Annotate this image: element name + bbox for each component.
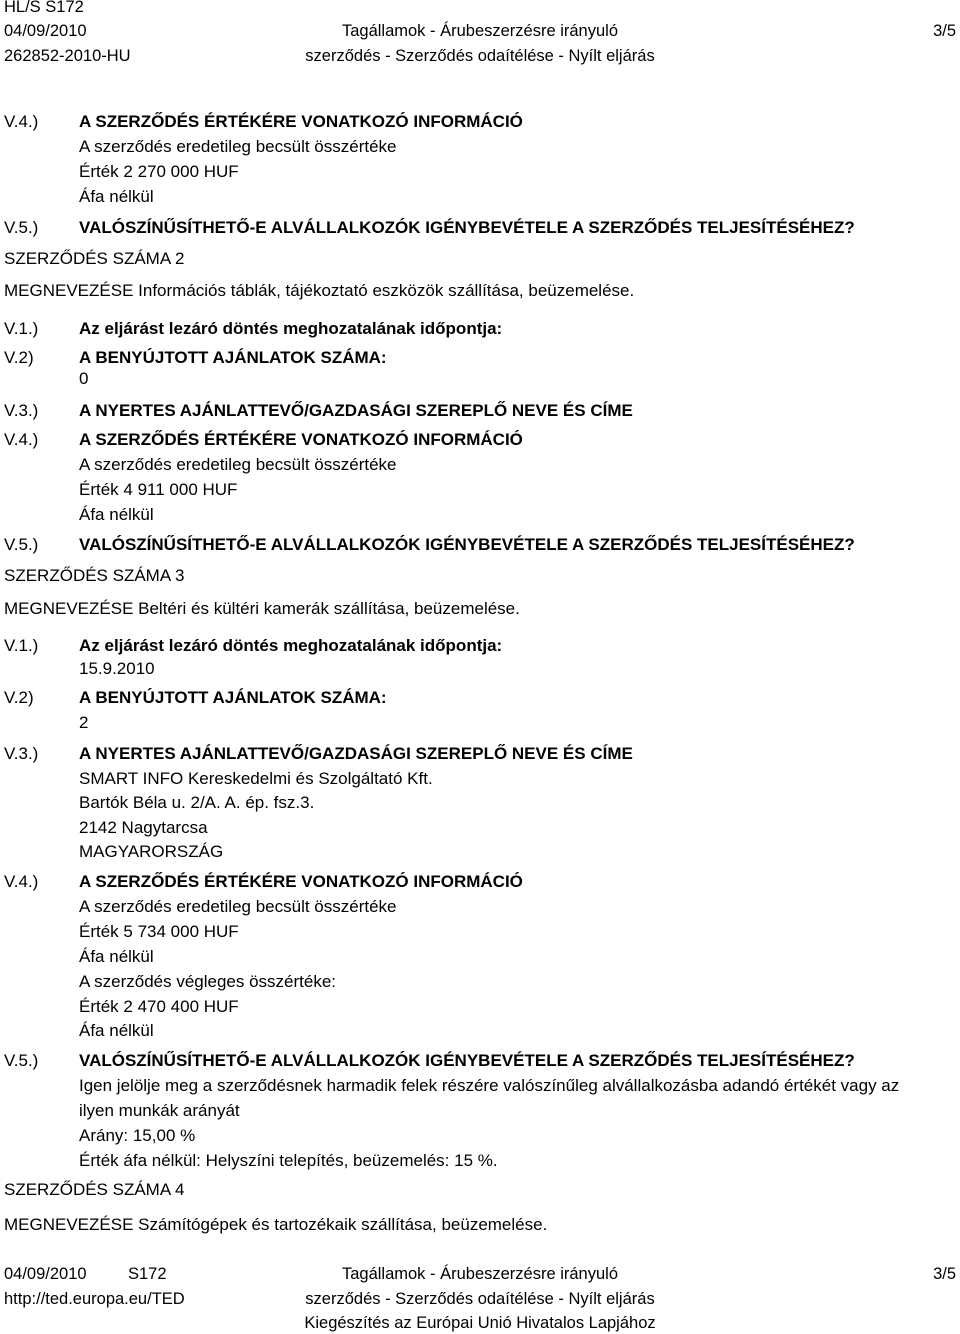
section-heading: A NYERTES AJÁNLATTEVŐ/GAZDASÁGI SZEREPLŐ NEVE ÉS CÍME — [79, 401, 633, 420]
section-heading: VALÓSZÍNŰSÍTHETŐ-E ALVÁLLALKOZÓK IGÉNYBEVÉTELE A SZERZŐDÉS TELJESÍTÉSÉHEZ? — [79, 1051, 855, 1070]
section-text: ilyen munkák arányát — [79, 1101, 240, 1120]
contract-heading-line: MEGNEVEZÉSE Információs táblák, tájékoztató eszközök szállítása, beüzemelése. — [4, 281, 635, 300]
section-heading: A SZERZŐDÉS ÉRTÉKÉRE VONATKOZÓ INFORMÁCIÓ — [79, 430, 523, 449]
section-text: 2142 Nagytarcsa — [79, 818, 208, 837]
footer-code: S172 — [128, 1265, 167, 1283]
section-text: Áfa nélkül — [79, 947, 154, 966]
section-text: Érték 4 911 000 HUF — [79, 480, 238, 499]
section-number: V.1.) — [4, 319, 39, 338]
section-text: Érték áfa nélkül: Helyszíni telepítés, beüzemelés: 15 %. — [79, 1151, 498, 1170]
section-number: V.1.) — [4, 636, 39, 655]
section-number: V.3.) — [4, 744, 39, 763]
header-date: 04/09/2010 — [4, 22, 87, 40]
section-heading: Az eljárást lezáró döntés meghozatalának időpontja: — [79, 319, 503, 338]
section-number: V.4.) — [4, 872, 39, 891]
section-text: Érték 2 470 400 HUF — [79, 997, 239, 1016]
section-heading: A NYERTES AJÁNLATTEVŐ/GAZDASÁGI SZEREPLŐ NEVE ÉS CÍME — [79, 744, 633, 763]
header-title-line2: szerződés - Szerződés odaítélése - Nyílt eljárás — [305, 47, 655, 65]
footer-title-line1: Tagállamok - Árubeszerzésre irányuló — [341, 1265, 619, 1283]
section-text: A szerződés eredetileg becsült összértéke — [79, 897, 397, 916]
footer-date: 04/09/2010 — [4, 1265, 87, 1283]
section-heading: Az eljárást lezáró döntés meghozatalának időpontja: — [79, 636, 503, 655]
section-number: V.2) — [4, 348, 34, 367]
footer-url[interactable]: http://ted.europa.eu/TED — [4, 1290, 185, 1308]
section-text: Arány: 15,00 % — [79, 1126, 196, 1145]
header-notice-id: 262852-2010-HU — [4, 47, 131, 65]
section-number: V.5.) — [4, 1051, 39, 1070]
header-doc-code: HL/S S172 — [4, 0, 84, 16]
section-heading: A BENYÚJTOTT AJÁNLATOK SZÁMA: — [79, 688, 387, 707]
contract-heading-line: SZERZŐDÉS SZÁMA 2 — [4, 249, 185, 268]
footer-page-number: 3/5 — [933, 1265, 956, 1283]
section-text: Érték 5 734 000 HUF — [79, 922, 239, 941]
section-heading: VALÓSZÍNŰSÍTHETŐ-E ALVÁLLALKOZÓK IGÉNYBEVÉTELE A SZERZŐDÉS TELJESÍTÉSÉHEZ? — [79, 535, 855, 554]
section-text: A szerződés végleges összértéke: — [79, 972, 337, 991]
section-text: Áfa nélkül — [79, 505, 154, 524]
contract-heading-line: MEGNEVEZÉSE Számítógépek és tartozékaik szállítása, beüzemelése. — [4, 1215, 548, 1234]
section-text: 15.9.2010 — [79, 659, 155, 678]
section-heading: A SZERZŐDÉS ÉRTÉKÉRE VONATKOZÓ INFORMÁCIÓ — [79, 112, 523, 131]
section-text: 0 — [79, 369, 89, 388]
contract-heading-line: SZERZŐDÉS SZÁMA 3 — [4, 566, 185, 585]
contract-heading-line: MEGNEVEZÉSE Beltéri és kültéri kamerák szállítása, beüzemelése. — [4, 599, 520, 618]
section-text: MAGYARORSZÁG — [79, 842, 224, 861]
section-text: A szerződés eredetileg becsült összértéke — [79, 455, 397, 474]
section-heading: VALÓSZÍNŰSÍTHETŐ-E ALVÁLLALKOZÓK IGÉNYBEVÉTELE A SZERZŐDÉS TELJESÍTÉSÉHEZ? — [79, 218, 855, 237]
section-text: Igen jelölje meg a szerződésnek harmadik felek részére valószínűleg alvállalkozásba adandó értékét vagy az — [79, 1076, 900, 1095]
section-text: Áfa nélkül — [79, 1021, 154, 1040]
contract-heading-line: SZERZŐDÉS SZÁMA 4 — [4, 1180, 185, 1199]
section-number: V.4.) — [4, 430, 39, 449]
section-text: SMART INFO Kereskedelmi és Szolgáltató Kft. — [79, 769, 433, 788]
section-text: Érték 2 270 000 HUF — [79, 162, 239, 181]
section-text: Áfa nélkül — [79, 187, 154, 206]
section-number: V.5.) — [4, 535, 39, 554]
section-text: Bartók Béla u. 2/A. A. ép. fsz.3. — [79, 793, 315, 812]
footer-supplement: Kiegészítés az Európai Unió Hivatalos Lapjához — [304, 1314, 656, 1332]
footer-title-line2: szerződés - Szerződés odaítélése - Nyílt eljárás — [305, 1290, 655, 1308]
header-page-number: 3/5 — [933, 22, 956, 40]
section-number: V.4.) — [4, 112, 39, 131]
header-title-line1: Tagállamok - Árubeszerzésre irányuló — [341, 22, 619, 40]
section-number: V.2) — [4, 688, 34, 707]
section-text: 2 — [79, 713, 89, 732]
section-number: V.3.) — [4, 401, 39, 420]
section-number: V.5.) — [4, 218, 39, 237]
section-text: A szerződés eredetileg becsült összértéke — [79, 137, 397, 156]
section-heading: A BENYÚJTOTT AJÁNLATOK SZÁMA: — [79, 348, 387, 367]
section-heading: A SZERZŐDÉS ÉRTÉKÉRE VONATKOZÓ INFORMÁCIÓ — [79, 872, 523, 891]
